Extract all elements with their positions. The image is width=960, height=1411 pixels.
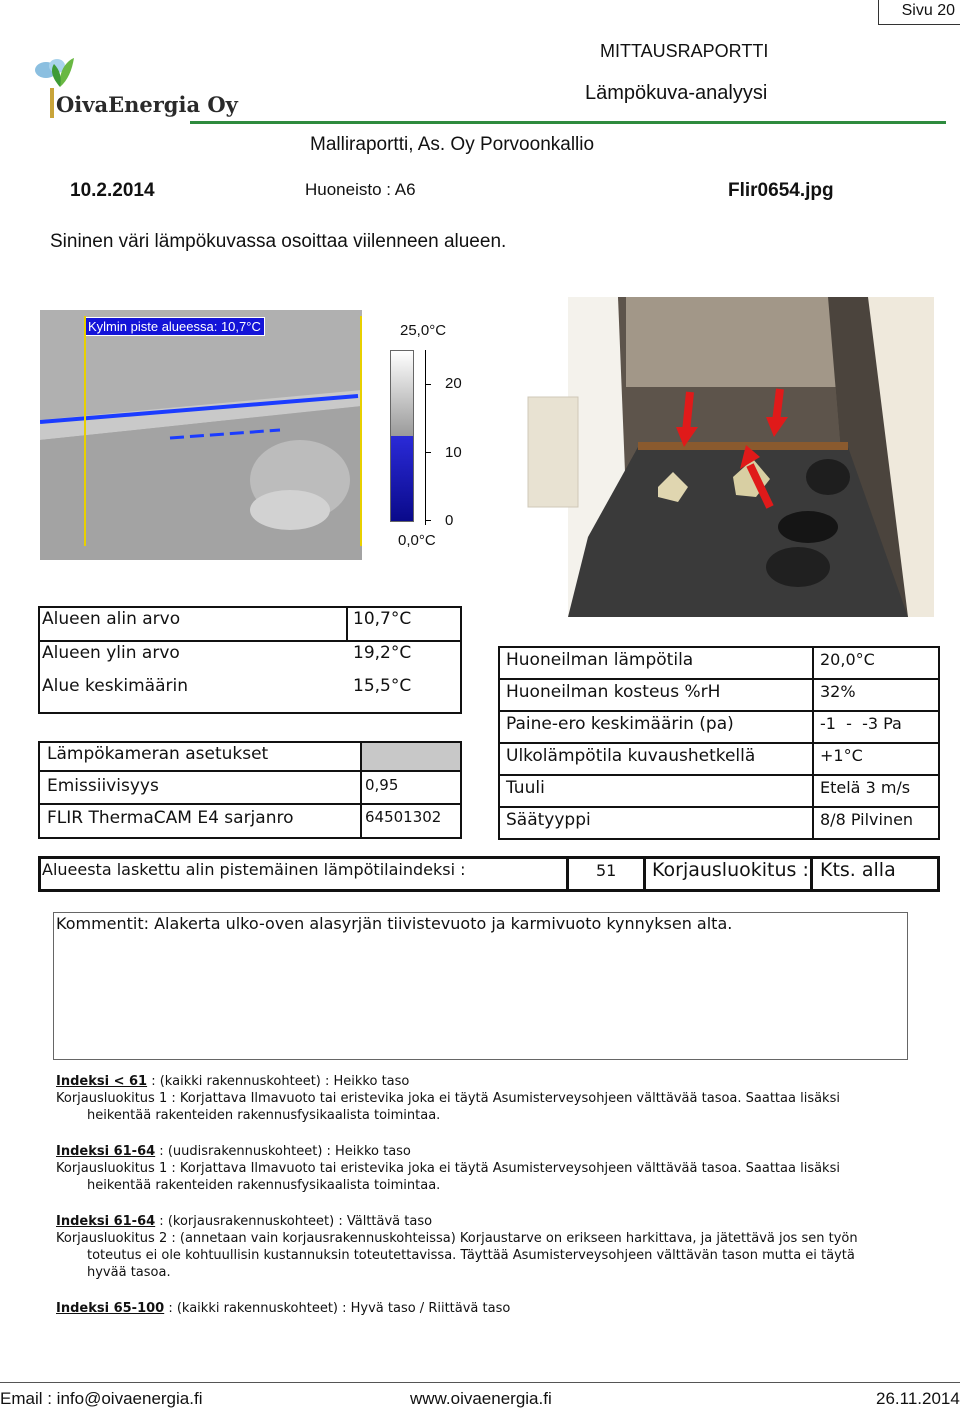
scale-tick [425,520,431,521]
correction-value: Kts. alla [820,859,896,881]
conditions-divider [498,710,940,712]
scale-tick-label: 20 [445,375,462,392]
note-line: Korjausluokitus 1 : Korjattava Ilmavuoto tai eristevika joka ei täytä Asumisterveysohjeen välttävää tasoa. Saattaa lisäksi [56,1161,840,1176]
scale-tick [425,384,431,385]
camera-setting-label: FLIR ThermaCAM E4 sarjanro [47,808,294,828]
intro-text: Sininen väri lämpökuvassa osoittaa viilenneen alueen. [50,231,507,252]
condition-label: Säätyyppi [506,810,591,830]
note-heading-rest: : (kaikki rakennuskohteet) : Heikko taso [147,1074,410,1089]
footer-website: www.oivaenergia.fi [410,1389,552,1408]
note-line: toteutus ei ole kohtuullisin kustannuksin toteutettavissa. Täyttää Asumisterveysohjeen välttävän tason mutta ei täytä [87,1248,855,1263]
note-line: Korjausluokitus 1 : Korjattava Ilmavuoto tai eristevika joka ei täytä Asumisterveysohjeen välttävää tasoa. Saattaa lisäksi [56,1091,840,1106]
condition-value: 32% [820,682,856,701]
area-stats-divider [38,640,462,642]
index-label: Alueesta laskettu alin pistemäinen lämpötilaindeksi : [42,860,466,879]
apartment: Huoneisto : A6 [305,180,416,199]
index-col [566,856,569,892]
note-index-block [56,1300,510,1317]
header-divider [190,121,946,124]
logo-text: OivaEnergia Oy [56,92,238,117]
scale-tick-label: 0 [445,512,454,529]
note-heading: Indeksi 61-64 [56,1144,156,1159]
cold-point-marker [84,316,362,546]
temperature-scale-bar [390,350,414,522]
note-heading-rest: : (uudisrakennuskohteet) : Heikko taso [155,1144,411,1159]
condition-value: 20,0°C [820,650,875,669]
comment-text: Kommentit: Alakerta ulko-oven alasyrjän tiivistevuoto ja karmivuoto kynnyksen alta. [56,914,733,933]
note-index-block [56,1143,840,1194]
company-logo [30,52,238,127]
condition-label: Huoneilman kosteus %rH [506,682,721,702]
scale-tick [425,452,431,453]
note-heading-rest: : (kaikki rakennuskohteet) : Hyvä taso / Riittävä taso [164,1301,511,1316]
camera-table-divider [38,803,462,805]
scale-tick-label: 10 [445,444,462,461]
note-heading-rest: : (korjausrakennuskohteet) : Välttävä taso [155,1214,433,1229]
condition-label: Tuuli [506,778,545,798]
camera-setting-label: Emissiivisyys [47,776,159,796]
condition-label: Paine-ero keskimäärin (pa) [506,714,734,734]
conditions-divider [498,806,940,808]
conditions-divider [498,774,940,776]
scale-max-label: 25,0°C [400,322,447,339]
note-line: heikentää rakenteiden rakennusfysikaalista toimintaa. [87,1108,441,1123]
area-stat-label: Alue keskimäärin [42,676,188,696]
note-heading: Indeksi 65-100 [56,1301,165,1316]
note-index-block [56,1213,858,1281]
camera-table-divider [38,770,462,772]
condition-value: -1 - -3 Pa [820,714,902,733]
conditions-divider [498,742,940,744]
camera-setting-value: 0,95 [365,776,399,794]
page-number-box [878,0,960,25]
area-stat-label: Alueen ylin arvo [42,643,180,663]
area-stat-value: 15,5°C [353,676,412,696]
report-date: 10.2.2014 [70,180,155,201]
photo-illustration-icon [508,297,934,617]
report-subtitle: Lämpökuva-analyysi [585,82,768,104]
index-col [810,856,813,892]
note-line: Korjausluokitus 2 : (annetaan vain korjausrakennuskohteissa) Korjaustarve on erikseen harkittava, ja jätettävä jos sen työn [56,1231,858,1246]
camera-settings-heading: Lämpökameran asetukset [47,744,269,764]
scale-min-label: 0,0°C [398,532,436,549]
comment-box [53,912,908,1060]
footer-divider [0,1382,960,1383]
area-stat-value: 10,7°C [353,609,412,629]
note-line: hyvää tasoa. [87,1265,171,1280]
condition-value: Etelä 3 m/s [820,778,911,797]
thermal-image [40,310,362,560]
doorway-photo [508,297,934,617]
scale-axis [425,350,426,525]
condition-label: Ulkolämpötila kuvaushetkellä [506,746,756,766]
footer-email: Email : info@oivaenergia.fi [0,1389,203,1408]
condition-value: +1°C [820,746,863,765]
camera-setting-value: 64501302 [365,808,442,826]
index-value: 51 [596,861,617,880]
footer-date: 26.11.2014 [876,1389,960,1408]
area-stat-label: Alueen alin arvo [42,609,181,629]
note-heading: Indeksi 61-64 [56,1214,156,1229]
cold-point-label: Kylmin piste alueessa: 10,7°C [84,317,265,336]
area-stats-value-col [346,606,348,641]
index-col [643,856,646,892]
report-title: MITTAUSRAPORTTI [600,41,769,61]
image-filename: Flir0654.jpg [728,180,834,201]
note-index-block [56,1073,840,1124]
camera-header-shade [362,743,460,770]
location: Malliraportti, As. Oy Porvoonkallio [310,134,595,155]
condition-label: Huoneilman lämpötila [506,650,694,670]
condition-value: 8/8 Pilvinen [820,810,914,829]
area-stat-value: 19,2°C [353,643,412,663]
note-line: heikentää rakenteiden rakennusfysikaalista toimintaa. [87,1178,441,1193]
page-number: Sivu 20 [901,2,955,19]
conditions-divider [498,678,940,680]
correction-label: Korjausluokitus : [652,859,809,881]
note-heading: Indeksi < 61 [56,1074,148,1089]
